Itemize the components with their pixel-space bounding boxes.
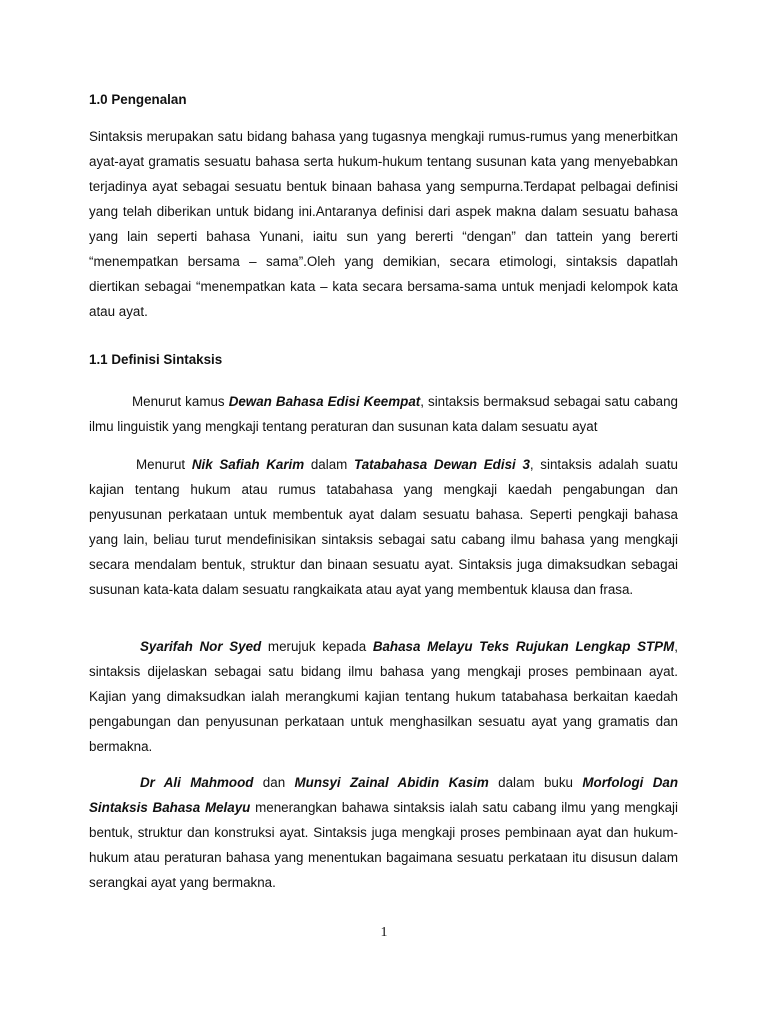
author-zainal-abidin-kasim: Munsyi Zainal Abidin Kasim [294,775,489,790]
definition-paragraph-3 [89,634,678,759]
definition-3-text [89,634,678,759]
definition-1-body: , sintaksis bermaksud sebagai satu cabang ilmu linguistik yang mengkaji tentang peraturan dan susunan kata dalam sesuatu ayat [89,394,678,434]
definition-3-body: , sintaksis dijelaskan sebagai satu bidang ilmu bahasa yang mengkaji proses pembinaan ayat. Kajian yang dimaksudkan ialah merangkumi kajian tentang hukum tatabahasa berkaitan kaedah pengabungan dan penyusunan perkataan untuk menghasilkan sesuatu ayat yang gramatis dan bermakna. [89,639,679,754]
intro-paragraph [89,124,678,324]
author-nik-safiah-karim: Nik Safiah Karim [191,457,305,472]
page-number: 1 [380,925,388,940]
definition-paragraph-2 [89,452,678,602]
source-morfologi-sintaksis: Morfologi Dan Sintaksis Bahasa Melayu [89,775,678,815]
author-ali-mahmood: Dr Ali Mahmood [140,775,254,790]
definition-3-connector: merujuk kepada [261,639,373,654]
definition-2-text [89,452,678,602]
definition-1-lead: Menurut kamus [132,394,229,409]
source-bahasa-melayu-stpm: Bahasa Melayu Teks Rujukan Lengkap STPM [372,639,675,654]
definition-4-connector-1: dan [253,775,295,790]
source-dewan-bahasa: Dewan Bahasa Edisi Keempat [228,394,421,409]
intro-text: Sintaksis merupakan satu bidang bahasa yang tugasnya mengkaji rumus-rumus yang menerbitkan ayat-ayat gramatis sesuatu bahasa serta hukum-hukum tentang susunan kata yang menyebabkan terjadinya ayat sebagai sesuatu bentuk binaan bahasa yang sempurna.Terdapat pelbagai definisi yang telah diberikan untuk bidang ini.Antaranya definisi dari aspek makna dalam sesuatu bahasa yang lain seperti bahasa Yunani, iaitu sun yang bererti “dengan” dan tattein yang bererti “menempatkan bersama – sama”.Oleh yang demikian, secara etimologi, sintaksis dapatlah diertikan sebagai “menempatkan kata – kata secara bersama-sama untuk menjadi kelompok kata atau ayat. [89,129,678,319]
definition-paragraph-4 [89,770,678,895]
heading-definisi-sintaksis: 1.1 Definisi Sintaksis [89,352,223,367]
definition-paragraph-1 [89,389,678,439]
definition-2-connector: dalam [304,457,355,472]
definition-1-text [89,389,678,439]
definition-2-body: , sintaksis adalah suatu kajian tentang hukum atau rumus tatabahasa yang mengkaji kaedah pengabungan dan penyusunan perkataan untuk membentuk ayat dalam sesuatu bahasa. Seperti pengkaji bahasa yang lain, beliau turut mendefinisikan sintaksis sebagai satu cabang ilmu bahasa yang mengkaji secara mendalam bentuk, struktur dan binaan sesuatu ayat. Sintaksis juga dimaksudkan sebagai susunan kata-kata dalam sesuatu rangkaikata atau ayat yang membentuk klausa dan frasa. [89,457,678,597]
definition-4-text [89,770,678,895]
source-tatabahasa-dewan: Tatabahasa Dewan Edisi 3 [354,457,530,472]
author-syarifah-nor-syed: Syarifah Nor Syed [140,639,262,654]
definition-2-lead: Menurut [136,457,192,472]
definition-4-connector-2: dalam buku [488,775,583,790]
heading-pengenalan: 1.0 Pengenalan [89,92,187,107]
definition-4-body: menerangkan bahawa sintaksis ialah satu cabang ilmu yang mengkaji bentuk, struktur dan konstruksi ayat. Sintaksis juga mengkaji proses pembinaan ayat dan hukum-hukum atau peraturan bahasa yang menentukan bagaimana sesuatu perkataan itu disusun dalam serangkai ayat yang bermakna. [89,800,678,890]
